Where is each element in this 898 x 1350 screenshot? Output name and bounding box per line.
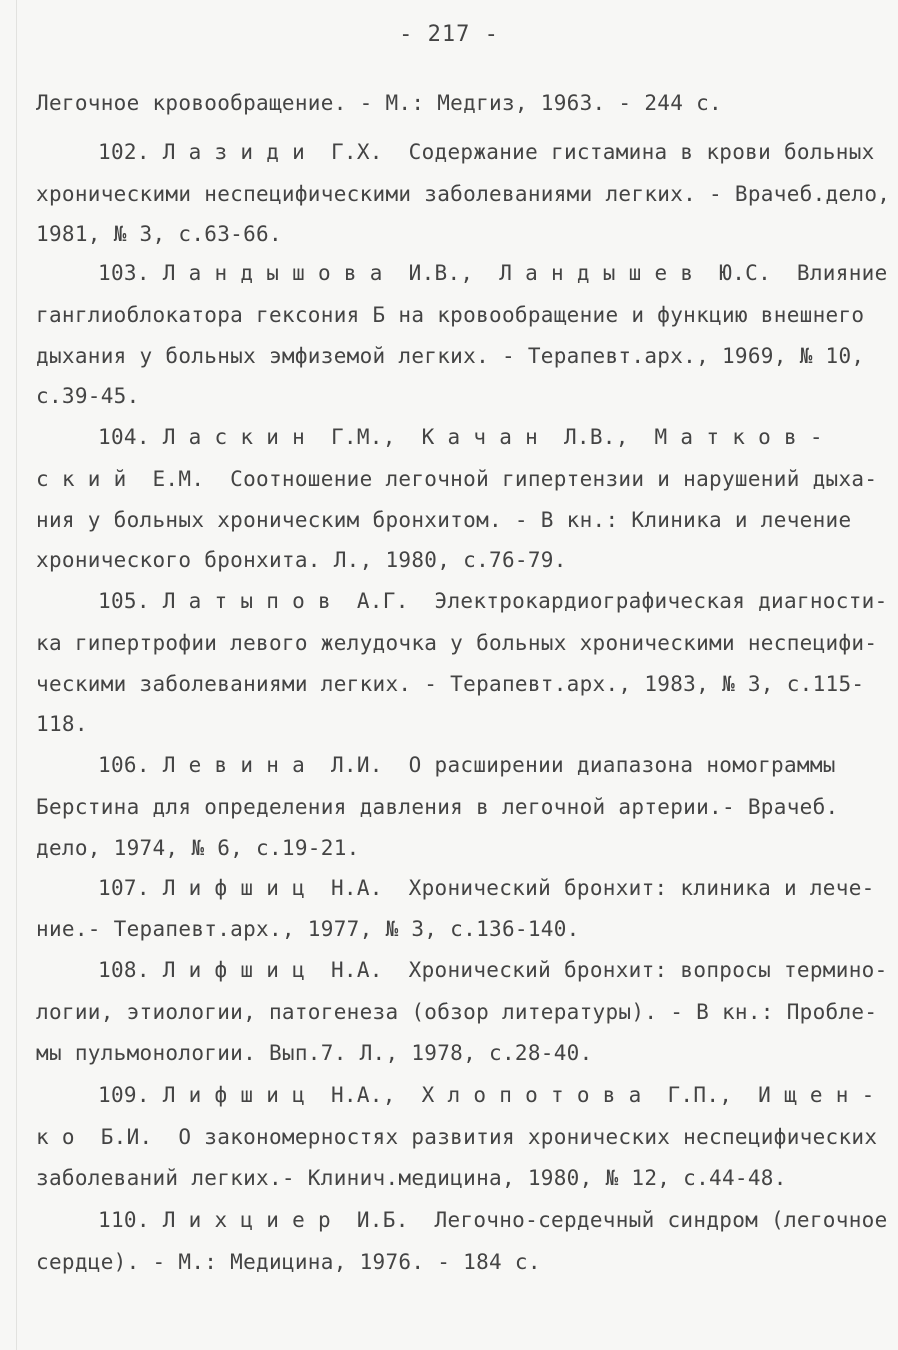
page-number: - 217 -: [399, 22, 499, 47]
reference-107-line-2: ние.- Терапевт.арх., 1977, № 3, с.136-140.: [36, 917, 580, 941]
reference-103-line-4: с.39-45.: [36, 384, 140, 408]
reference-106-line-2: Берстина для определения давления в легочной артерии.- Врачеб.: [36, 795, 839, 819]
reference-102-line-1: 102. Л а з и д и Г.Х. Содержание гистамина в крови больных: [98, 140, 875, 164]
reference-104-line-1: 104. Л а с к и н Г.М., К а ч а н Л.В., М а т к о в -: [98, 425, 823, 449]
reference-104-line-4: хронического бронхита. Л., 1980, с.76-79.: [36, 548, 567, 572]
reference-109-line-2: к о Б.И. О закономерностях развития хронических неспецифических: [36, 1125, 878, 1149]
reference-109-line-1: 109. Л и ф ш и ц Н.А., Х л о п о т о в а Г.П., И щ е н -: [98, 1083, 875, 1107]
reference-105-line-2: ка гипертрофии левого желудочка у больных хроническими неспецифи-: [36, 631, 878, 655]
reference-108-line-2: логии, этиологии, патогенеза (обзор литературы). - В кн.: Пробле-: [36, 1000, 878, 1024]
reference-104-line-2: с к и й Е.М. Соотношение легочной гипертензии и нарушений дыха-: [36, 467, 878, 491]
reference-105-line-1: 105. Л а т ы п о в А.Г. Электрокардиографическая диагности-: [98, 589, 888, 613]
reference-106-line-3: дело, 1974, № 6, с.19-21.: [36, 836, 360, 860]
reference-110-line-2: сердце). - М.: Медицина, 1976. - 184 с.: [36, 1250, 541, 1274]
reference-103-line-1: 103. Л а н д ы ш о в а И.В., Л а н д ы ш е в Ю.С. Влияние: [98, 261, 888, 285]
reference-107-line-1: 107. Л и ф ш и ц Н.А. Хронический бронхит: клиника и лече-: [98, 876, 875, 900]
reference-106-line-1: 106. Л е в и н а Л.И. О расширении диапазона номограммы: [98, 753, 836, 777]
reference-105-line-3: ческими заболеваниями легких. - Терапевт.арх., 1983, № 3, с.115-: [36, 672, 865, 696]
text-line-1: Легочное кровообращение. - М.: Медгиз, 1963. - 244 с.: [36, 91, 722, 115]
reference-109-line-3: заболеваний легких.- Клинич.медицина, 1980, № 12, с.44-48.: [36, 1166, 787, 1190]
reference-102-line-2: хроническими неспецифическими заболеваниями легких. - Врачеб.дело,: [36, 182, 891, 206]
reference-108-line-3: мы пульмонологии. Вып.7. Л., 1978, с.28-40.: [36, 1041, 593, 1065]
reference-103-line-3: дыхания у больных эмфиземой легких. - Терапевт.арх., 1969, № 10,: [36, 344, 865, 368]
reference-110-line-1: 110. Л и х ц и е р И.Б. Легочно-сердечный синдром (легочное: [98, 1208, 888, 1232]
reference-104-line-3: ния у больных хроническим бронхитом. - В кн.: Клиника и лечение: [36, 508, 852, 532]
reference-103-line-2: ганглиоблокатора гексония Б на кровообращение и функцию внешнего: [36, 303, 865, 327]
page-margin-line: [16, 0, 17, 1350]
reference-108-line-1: 108. Л и ф ш и ц Н.А. Хронический бронхит: вопросы термино-: [98, 958, 888, 982]
reference-105-line-4: 118.: [36, 712, 88, 736]
reference-102-line-3: 1981, № 3, с.63-66.: [36, 222, 282, 246]
